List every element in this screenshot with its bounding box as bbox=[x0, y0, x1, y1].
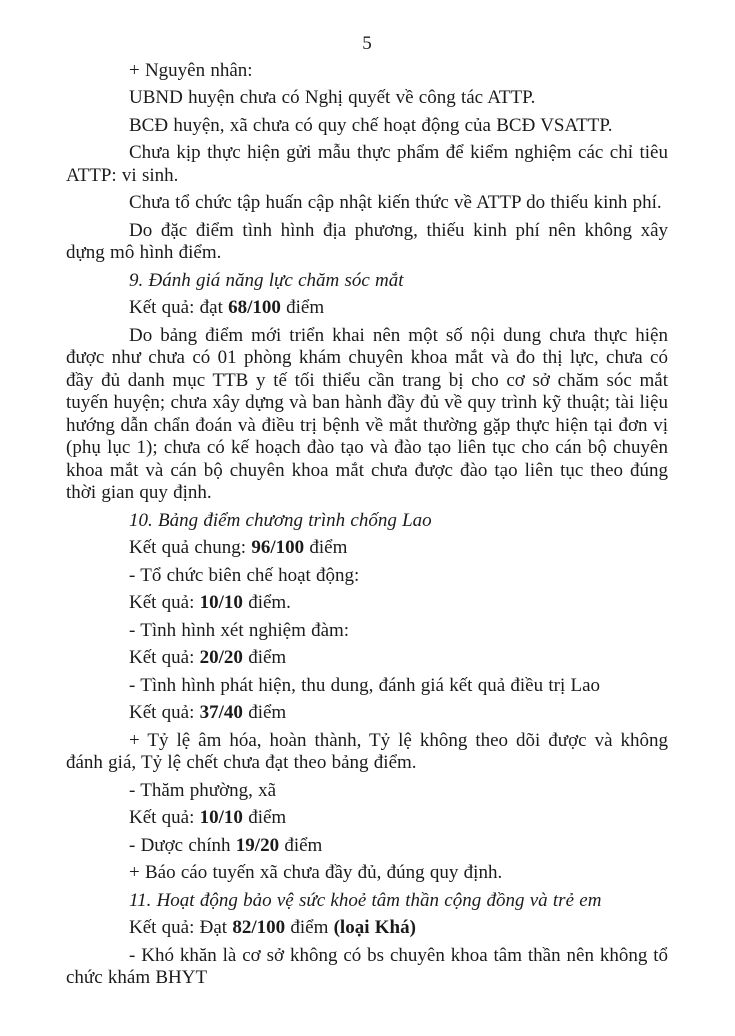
paragraph bbox=[66, 325, 668, 505]
text-segment: Kết quả: bbox=[129, 647, 200, 668]
text-segment: Kết quả chung: bbox=[129, 537, 252, 558]
paragraph bbox=[66, 60, 668, 83]
paragraph bbox=[66, 675, 668, 698]
paragraph bbox=[66, 87, 668, 110]
text-segment: 11. Hoạt động bảo vệ sức khoẻ tâm thần cộng đồng và trẻ em bbox=[129, 889, 602, 911]
text-segment: Kết quả: bbox=[129, 592, 200, 613]
text-segment: Kết quả: bbox=[129, 702, 200, 723]
bold-text-segment: 68/100 bbox=[228, 297, 281, 318]
text-segment: điểm bbox=[279, 834, 323, 856]
section-heading bbox=[66, 270, 668, 293]
paragraph bbox=[66, 620, 668, 643]
paragraph bbox=[66, 730, 668, 775]
bold-text-segment: 37/40 bbox=[199, 702, 243, 723]
text-segment: Do đặc điểm tình hình địa phương, thiếu kinh phí nên không xây dựng mô hình điểm. bbox=[66, 219, 668, 263]
text-segment: điểm bbox=[242, 702, 287, 723]
text-segment: - Tình hình xét nghiệm đàm: bbox=[129, 619, 350, 641]
text-segment: điểm bbox=[280, 297, 325, 318]
paragraph bbox=[66, 647, 668, 670]
text-segment: Chưa kịp thực hiện gửi mẫu thực phẩm để kiểm nghiệm các chỉ tiêu ATTP: vi sinh. bbox=[66, 142, 668, 186]
text-segment: điểm. bbox=[242, 592, 291, 613]
paragraph bbox=[66, 220, 668, 265]
paragraph bbox=[66, 592, 668, 615]
paragraph bbox=[66, 142, 668, 187]
text-segment: - Thăm phường, xã bbox=[129, 779, 277, 801]
paragraph bbox=[66, 835, 668, 858]
paragraph bbox=[66, 945, 668, 990]
paragraph bbox=[66, 297, 668, 320]
bold-text-segment: 96/100 bbox=[251, 537, 305, 558]
text-segment: Kết quả: bbox=[129, 807, 200, 828]
bold-text-segment: 20/20 bbox=[199, 647, 243, 668]
text-segment: - Tình hình phát hiện, thu dung, đánh giá kết quả điều trị Lao bbox=[129, 674, 601, 696]
bold-text-segment: 19/20 bbox=[235, 834, 280, 856]
text-segment: Do bảng điểm mới triển khai nên một số nội dung chưa thực hiện được như chưa có 01 phòng khám chuyên khoa mắt và đo thị lực, chưa có đầy đủ danh mục TTB y tế tối thiểu cần trang bị cho cơ sở chăm sóc mắt tuyến huyện; chưa xây dựng và ban hành đầy đủ về quy trình kỹ thuật; tài liệu hướng dẫn chẩn đoán và điều trị bệnh về mắt thường gặp thực hiện tại đơn vị (phụ lục 1); chưa có kế hoạch đào tạo và đào tạo liên tục cho cán bộ chuyên khoa mắt và cán bộ chuyên khoa mắt chưa được đào tạo liên tục theo đúng thời gian quy định. bbox=[66, 324, 668, 503]
section-heading bbox=[66, 890, 668, 913]
bold-text-segment: (loại Khá) bbox=[333, 917, 416, 938]
text-segment: 9. Đánh giá năng lực chăm sóc mắt bbox=[129, 269, 404, 291]
text-segment: Kết quả: đạt bbox=[129, 297, 229, 318]
text-segment: 10. Bảng điểm chương trình chống Lao bbox=[129, 509, 432, 531]
text-segment: - Tổ chức biên chế hoạt động: bbox=[129, 564, 360, 586]
text-segment: UBND huyện chưa có Nghị quyết về công tác ATTP. bbox=[129, 87, 536, 108]
text-segment: - Dược chính bbox=[129, 834, 236, 856]
paragraph bbox=[66, 917, 668, 940]
text-segment: điểm bbox=[242, 647, 287, 668]
paragraph bbox=[66, 807, 668, 830]
paragraph bbox=[66, 192, 668, 215]
bold-text-segment: 10/10 bbox=[199, 592, 243, 613]
page-number: 5 bbox=[362, 33, 372, 54]
paragraph bbox=[66, 565, 668, 588]
text-segment: điểm bbox=[242, 807, 287, 828]
paragraph bbox=[66, 702, 668, 725]
paragraph bbox=[66, 537, 668, 560]
text-segment: Chưa tổ chức tập huấn cập nhật kiến thức về ATTP do thiếu kinh phí. bbox=[129, 192, 662, 213]
text-segment: điểm bbox=[304, 537, 348, 558]
document-body bbox=[66, 60, 668, 990]
section-heading bbox=[66, 510, 668, 533]
paragraph bbox=[66, 780, 668, 803]
document-content bbox=[66, 33, 668, 995]
bold-text-segment: 82/100 bbox=[232, 917, 286, 938]
text-segment: điểm bbox=[285, 917, 334, 938]
text-segment: Kết quả: Đạt bbox=[129, 917, 233, 938]
text-segment: + Nguyên nhân: bbox=[129, 59, 253, 81]
paragraph bbox=[66, 115, 668, 138]
text-segment: - Khó khăn là cơ sở không có bs chuyên khoa tâm thần nên không tổ chức khám BHYT bbox=[66, 944, 668, 988]
paragraph bbox=[66, 862, 668, 885]
text-segment: + Tỷ lệ âm hóa, hoàn thành, Tỷ lệ không theo dõi được và không đánh giá, Tỷ lệ chết chưa đạt theo bảng điểm. bbox=[66, 729, 668, 773]
text-segment: + Báo cáo tuyến xã chưa đầy đủ, đúng quy định. bbox=[129, 862, 503, 883]
bold-text-segment: 10/10 bbox=[199, 807, 243, 828]
text-segment: BCĐ huyện, xã chưa có quy chế hoạt động của BCĐ VSATTP. bbox=[129, 114, 613, 136]
